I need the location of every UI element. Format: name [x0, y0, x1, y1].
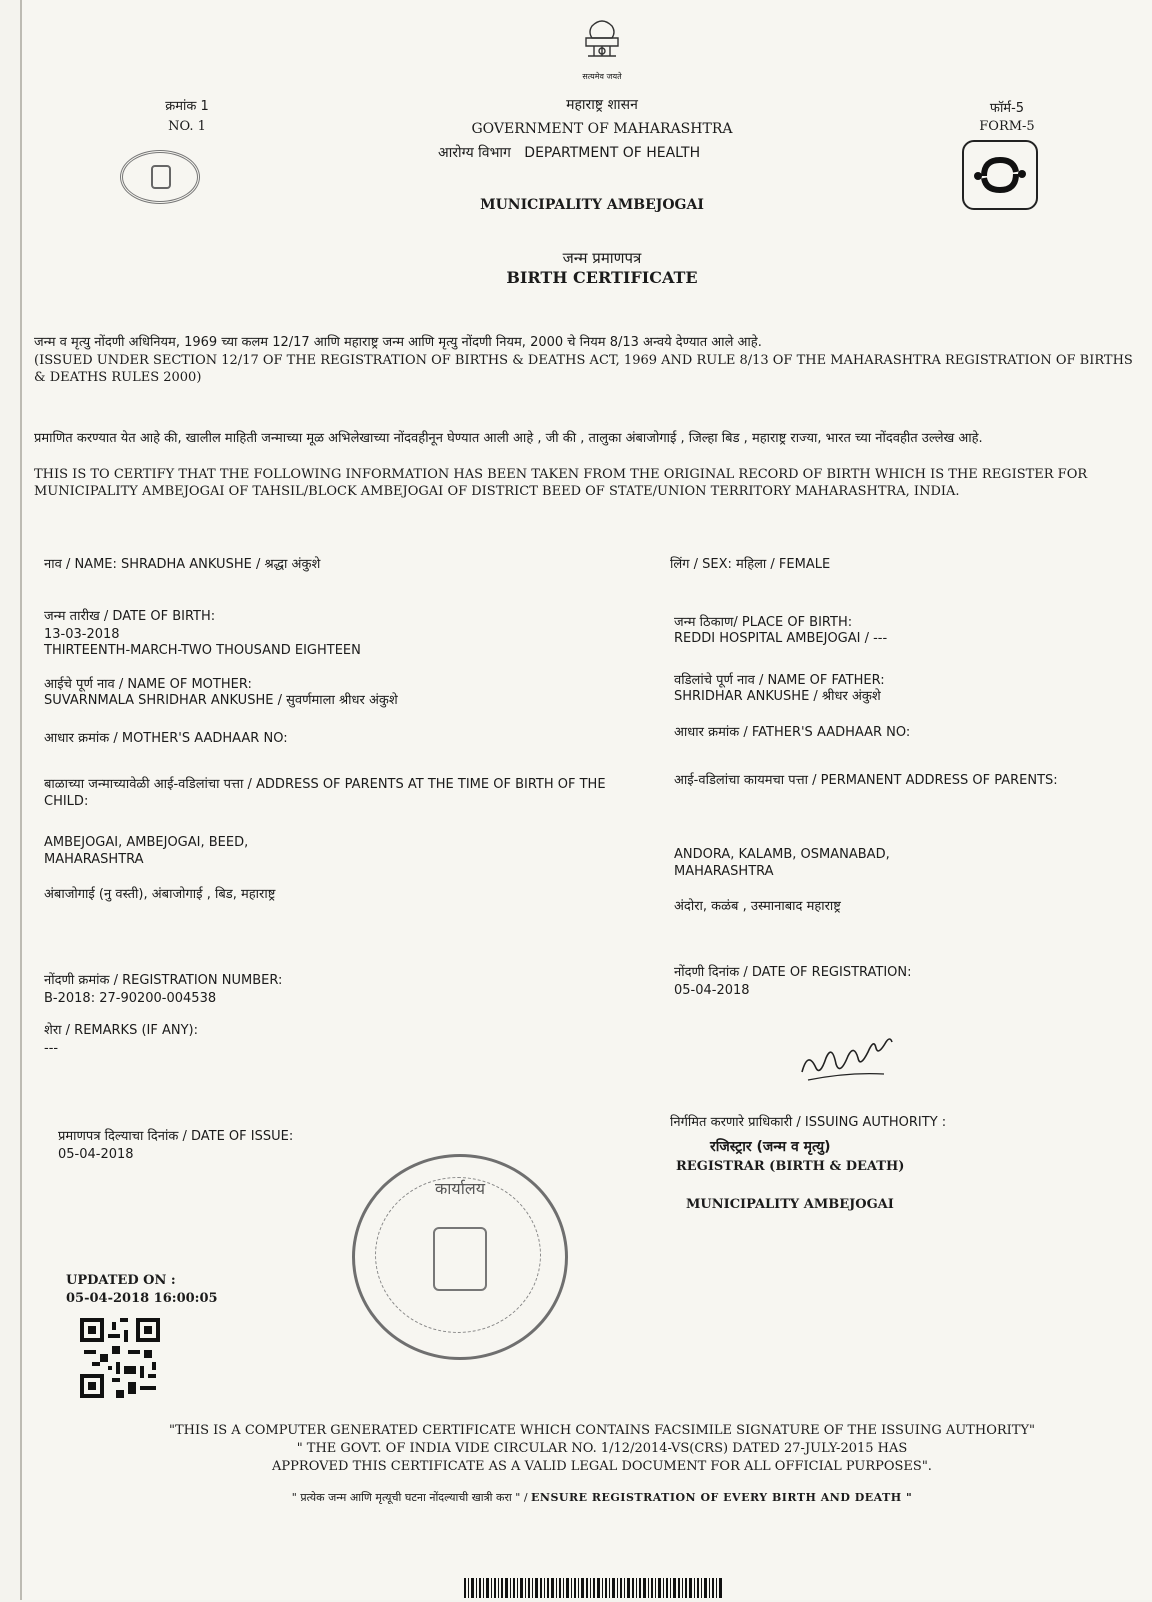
lion-capital-icon	[572, 16, 632, 68]
issued-under-mr: जन्म व मृत्यु नोंदणी अधिनियम, 1969 च्या कलम 12/17 आणि महाराष्ट्र जन्म आणि मृत्यु नोंदणी नियम, 2000 चे नियम 8/13 अन्वये देण्यात आले आहे.	[34, 335, 762, 350]
sex-field	[670, 556, 1140, 573]
remarks-label: शेरा / REMARKS (IF ANY):	[44, 1023, 198, 1038]
dob-words: THIRTEENTH-MARCH-TWO THOUSAND EIGHTEEN	[44, 643, 361, 658]
address-at-birth-mr: अंबाजोगाई (नु वस्ती), अंबाजोगाई , बिड, महाराष्ट्र	[44, 887, 276, 902]
government-en: GOVERNMENT OF MAHARASHTRA	[471, 121, 733, 137]
sex-label: लिंग / SEX:	[670, 557, 732, 572]
mother-value: SUVARNMALA SHRIDHAR ANKUSHE / सुवर्णमाला श्रीधर अंकुशे	[44, 693, 398, 708]
date-of-issue-label: प्रमाणपत्र दिल्याचा दिनांक / DATE OF ISSUE:	[58, 1129, 294, 1144]
date-of-issue-value: 05-04-2018	[58, 1147, 134, 1162]
department-en: DEPARTMENT OF HEALTH	[524, 145, 701, 161]
stamp-text: कार्यालय	[435, 1179, 485, 1198]
permanent-address-label: आई-वडिलांचा कायमचा पत्ता / PERMANENT ADDRESS OF PARENTS:	[674, 773, 1058, 788]
name-value: SHRADHA ANKUSHE / श्रद्धा अंकुशे	[121, 557, 321, 572]
footer-line-1: "THIS IS A COMPUTER GENERATED CERTIFICATE WHICH CONTAINS FACSIMILE SIGNATURE OF THE ISSUING AUTHORITY"	[168, 1423, 1036, 1438]
barcode-icon	[464, 1578, 724, 1598]
mother-aadhaar-label: आधार क्रमांक / MOTHER'S AADHAAR NO:	[44, 731, 288, 746]
remarks-value: ---	[44, 1041, 59, 1056]
updated-on-value: 05-04-2018 16:00:05	[66, 1291, 218, 1306]
address-at-birth-label: बाळाच्या जन्माच्यावेळी आई-वडिलांचा पत्ता / ADDRESS OF PARENTS AT THE TIME OF BIRTH OF THE CHILD:	[44, 777, 606, 809]
number-mr: क्रमांक 1	[165, 99, 209, 114]
government-mr: महाराष्ट्र शासन	[566, 97, 638, 113]
father-aadhaar-label: आधार क्रमांक / FATHER'S AADHAAR NO:	[674, 725, 911, 740]
department	[438, 144, 758, 162]
signature	[794, 1032, 914, 1088]
national-emblem	[562, 16, 642, 86]
certificate-title-mr: जन्म प्रमाणपत्र	[562, 249, 642, 267]
registration-number-value: B-2018: 27-90200-004538	[44, 991, 217, 1006]
registrar-en: REGISTRAR (BIRTH & DEATH)	[676, 1159, 905, 1174]
department-mr: आरोग्य विभाग	[438, 145, 511, 161]
municipal-seal-icon	[120, 150, 200, 204]
father-value: SHRIDHAR ANKUSHE / श्रीधर अंकुशे	[674, 689, 881, 704]
footer-line-4-en: ENSURE REGISTRATION OF EVERY BIRTH AND DEATH "	[531, 1491, 913, 1504]
dob-label: जन्म तारीख / DATE OF BIRTH:	[44, 609, 216, 624]
form-logo-icon	[962, 140, 1038, 210]
place-of-birth-value: REDDI HOSPITAL AMBEJOGAI / ---	[674, 631, 888, 646]
footer-line-3: APPROVED THIS CERTIFICATE AS A VALID LEGAL DOCUMENT FOR ALL OFFICIAL PURPOSES".	[272, 1459, 932, 1474]
father-label: वडिलांचे पूर्ण नाव / NAME OF FATHER:	[674, 673, 885, 688]
certify-en: THIS IS TO CERTIFY THAT THE FOLLOWING INFORMATION HAS BEEN TAKEN FROM THE ORIGINAL RECORD OF BIRTH WHICH IS THE REGISTER FOR MUNICIPALITY AMBEJOGAI OF TAHSIL/BLOCK AMBEJOGAI OF DISTRICT BEED OF STATE/UNION TERRITORY MAHARASHTRA, INDIA.	[34, 467, 1088, 499]
authority-municipality: MUNICIPALITY AMBEJOGAI	[686, 1197, 894, 1212]
footer-line-4	[102, 1490, 1102, 1505]
emblem-motto: सत्यमेव जयते	[582, 72, 622, 81]
form-en: FORM-5	[979, 119, 1035, 134]
registration-number-label: नोंदणी क्रमांक / REGISTRATION NUMBER:	[44, 973, 283, 988]
date-of-registration-label: नोंदणी दिनांक / DATE OF REGISTRATION:	[674, 965, 912, 980]
updated-on-label: UPDATED ON :	[66, 1273, 176, 1288]
address-at-birth-en: AMBEJOGAI, AMBEJOGAI, BEED, MAHARASHTRA	[44, 835, 249, 867]
sex-value: महिला / FEMALE	[736, 557, 831, 572]
form-mr: फॉर्म-5	[989, 101, 1025, 116]
certificate-title-en: BIRTH CERTIFICATE	[506, 268, 698, 287]
certificate-page	[20, 0, 1152, 1600]
permanent-address-en: ANDORA, KALAMB, OSMANABAD, MAHARASHTRA	[674, 847, 890, 879]
footer-line-2: " THE GOVT. OF INDIA VIDE CIRCULAR NO. 1/12/2014-VS(CRS) DATED 27-JULY-2015 HAS	[296, 1441, 908, 1456]
name-field	[44, 556, 644, 573]
number-en: NO. 1	[168, 119, 206, 134]
date-of-registration-value: 05-04-2018	[674, 983, 750, 998]
qr-code-icon	[80, 1318, 160, 1398]
mother-label: आईचे पूर्ण नाव / NAME OF MOTHER:	[44, 677, 252, 692]
name-label: नाव / NAME:	[44, 557, 117, 572]
permanent-address-mr: अंदोरा, कळंब , उस्मानाबाद महाराष्ट्र	[674, 899, 841, 914]
municipality-title: MUNICIPALITY AMBEJOGAI	[480, 197, 704, 213]
issuing-authority-label: निर्गमित करणारे प्राधिकारी / ISSUING AUTHORITY :	[670, 1115, 947, 1130]
dob-value: 13-03-2018	[44, 627, 120, 642]
footer-line-4-mr: " प्रत्येक जन्म आणि मृत्यूची घटना नोंदल्याची खात्री करा " /	[291, 1491, 528, 1504]
place-of-birth-label: जन्म ठिकाण/ PLACE OF BIRTH:	[674, 615, 853, 630]
issued-under-en: (ISSUED UNDER SECTION 12/17 OF THE REGISTRATION OF BIRTHS & DEATHS ACT, 1969 AND RULE 8/13 OF THE MAHARASHTRA REGISTRATION OF BIRTHS & DEATHS RULES 2000)	[34, 353, 1133, 385]
certify-mr: प्रमाणित करण्यात येत आहे की, खालील माहिती जन्माच्या मूळ अभिलेखाच्या नोंदवहीनून घेण्यात आली आहे , जी की , तालुका अंबाजोगाई , जिल्हा बिड , महाराष्ट्र राज्या, भारत च्या नोंदवहीत उल्लेख आहे.	[34, 431, 983, 446]
registrar-mr: रजिस्ट्रार (जन्म व मृत्यु)	[710, 1139, 831, 1155]
office-stamp-icon	[352, 1154, 568, 1360]
